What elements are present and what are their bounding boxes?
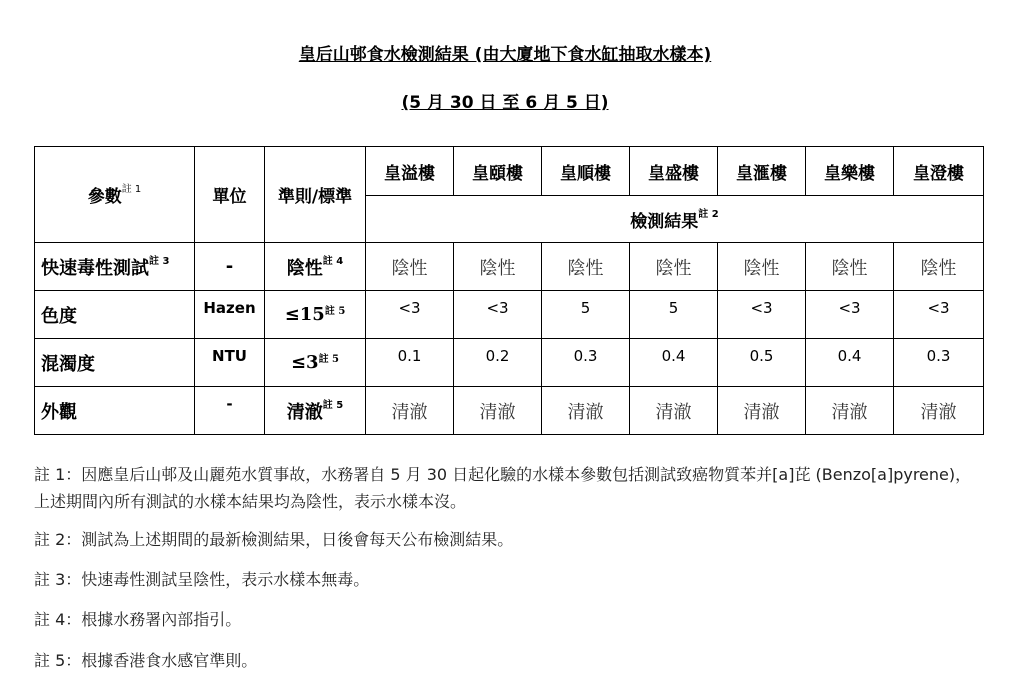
result-cell: 陰性 (454, 243, 542, 291)
param-label: 色度 (41, 306, 77, 327)
standard-note: 註 5 (324, 306, 346, 317)
result-cell: 0.2 (454, 339, 542, 387)
result-cell: 清澈 (894, 387, 984, 435)
block-header: 皇樂樓 (806, 147, 894, 196)
param-label: 快速毒性測試 (41, 257, 149, 279)
param-header-note: 註 1 (121, 184, 142, 195)
result-cell: 0.4 (806, 339, 894, 387)
unit-header: 單位 (195, 147, 265, 243)
footnote-5: 註 5：根據香港食水感官準則。 (34, 651, 258, 670)
result-cell: 清澈 (366, 387, 454, 435)
table-row (35, 339, 984, 387)
results-table (34, 146, 984, 435)
block-header: 皇盛樓 (630, 147, 718, 196)
standard-cell (265, 387, 366, 435)
param-note: 註 3 (149, 255, 170, 267)
result-cell: 0.5 (718, 339, 806, 387)
standard-cell (265, 243, 366, 291)
param-cell (35, 291, 195, 339)
result-cell: <3 (366, 291, 454, 339)
unit-cell: - (195, 387, 265, 435)
param-cell (35, 339, 195, 387)
result-cell: 0.1 (366, 339, 454, 387)
param-cell (35, 243, 195, 291)
result-cell: 陰性 (894, 243, 984, 291)
result-cell: 陰性 (806, 243, 894, 291)
standard-note: 註 4 (322, 255, 344, 267)
param-header: 參數 (87, 187, 122, 207)
table-row (35, 387, 984, 435)
results-header-note: 註 2 (698, 208, 719, 220)
standard-value: 陰性 (286, 257, 323, 279)
result-cell: 陰性 (630, 243, 718, 291)
result-cell: 陰性 (366, 243, 454, 291)
result-cell: <3 (894, 291, 984, 339)
date-range: (5 月 30 日 至 6 月 5 日) (401, 93, 609, 113)
block-header: 皇頤樓 (454, 147, 542, 196)
result-cell: 0.3 (542, 339, 630, 387)
page-title: 皇后山邨食水檢測結果 (由大廈地下食水缸抽取水樣本) (298, 45, 712, 65)
block-header: 皇滙樓 (718, 147, 806, 196)
result-cell: <3 (718, 291, 806, 339)
standard-cell (265, 339, 366, 387)
standard-cell (265, 291, 366, 339)
unit-cell: - (195, 243, 265, 291)
footnote-3: 註 3：快速毒性測試呈陰性，表示水樣本無毒。 (34, 570, 370, 589)
footnote-4: 註 4：根據水務署內部指引。 (34, 610, 242, 629)
table-row (35, 291, 984, 339)
result-cell: 0.4 (630, 339, 718, 387)
block-header: 皇順樓 (542, 147, 630, 196)
result-cell: 5 (630, 291, 718, 339)
result-cell: 清澈 (806, 387, 894, 435)
table-row (35, 243, 984, 291)
unit-cell: Hazen (195, 291, 265, 339)
result-cell: 清澈 (718, 387, 806, 435)
footnote-2: 註 2：測試為上述期間的最新檢測結果，日後會每天公布檢測結果。 (34, 530, 514, 549)
standard-note: 註 5 (322, 399, 344, 411)
footnote-1: 註 1：因應皇后山邨及山麗苑水質事故，水務署自 5 月 30 日起化驗的水樣本參數包括測試致癌物質苯并[a]芘 (Benzo[a]pyrene)，上述期間內所有測試的水樣本結果均為陰性，表示水樣本沒。 (34, 465, 972, 511)
block-header: 皇澄樓 (894, 147, 984, 196)
result-cell: <3 (806, 291, 894, 339)
results-header-cell (366, 196, 984, 243)
param-header-cell (35, 147, 195, 243)
standard-note: 註 5 (318, 354, 340, 365)
block-header: 皇溢樓 (366, 147, 454, 196)
param-label: 混濁度 (41, 354, 95, 375)
result-cell: 陰性 (718, 243, 806, 291)
result-cell: <3 (454, 291, 542, 339)
standard-value: ≤3 (290, 352, 319, 373)
param-label: 外觀 (41, 401, 77, 423)
unit-cell: NTU (195, 339, 265, 387)
standard-value: 清澈 (286, 401, 323, 423)
result-cell: 0.3 (894, 339, 984, 387)
standard-value: ≤15 (284, 304, 325, 325)
param-cell (35, 387, 195, 435)
result-cell: 清澈 (630, 387, 718, 435)
result-cell: 清澈 (542, 387, 630, 435)
standard-header: 準則/標準 (265, 147, 366, 243)
result-cell: 陰性 (542, 243, 630, 291)
results-header: 檢測結果 (630, 211, 699, 232)
result-cell: 5 (542, 291, 630, 339)
result-cell: 清澈 (454, 387, 542, 435)
